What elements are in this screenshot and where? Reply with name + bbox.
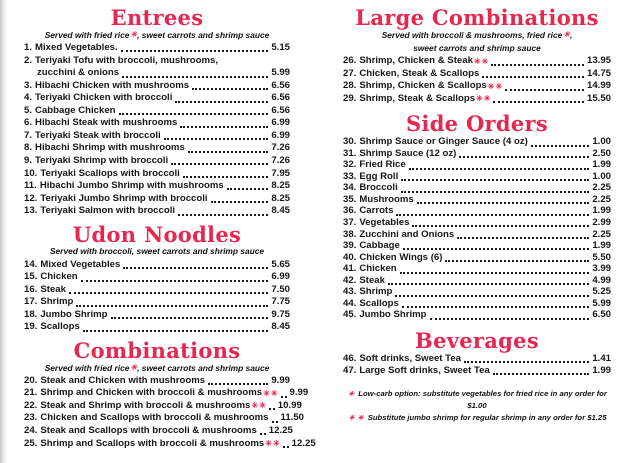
menu-item [24,424,293,436]
item-name: Steak [40,283,66,295]
item-name: Hibachi Steak with mushrooms [35,117,178,129]
star-icon: ✳ [263,388,270,398]
item-price: 6.56 [271,79,290,91]
item-name: Chicken and Scallops with broccoli & mushrooms [40,412,269,424]
item-price: 5.25 [592,286,611,298]
item-number: 20. [24,374,38,386]
menu-item [343,149,611,159]
dot-leader [119,113,269,115]
menu-item [343,354,611,364]
menu-items [343,137,611,321]
item-number: 1. [24,42,33,54]
menu-section-beverages [343,327,611,377]
item-number: 27. [343,67,357,79]
star-icon: ✳ [265,438,272,448]
item-name: Shrimp, Steak & Scallops [359,92,476,104]
item-price: 8.45 [271,321,290,333]
menu-item [24,156,290,166]
dot-leader [493,101,584,103]
menu-item [24,412,304,424]
star-icon: ✳ [487,81,495,91]
item-price: 7.95 [271,167,290,179]
menu-column-right [343,7,611,424]
menu-item [24,81,290,91]
item-number: 44. [343,297,357,309]
item-name: Egg Roll [359,170,399,182]
item-price: 8.25 [271,192,290,204]
star-icon: ✳ [272,438,280,448]
dot-leader [283,446,289,448]
item-number: 45. [343,309,357,321]
star-icon: ✳ [495,81,503,91]
item-number: 8. [24,142,33,154]
star-icon: ✳ [348,413,355,423]
dot-leader [211,201,269,203]
section-subtitle: Served with broccoli, sweet carrots and shrimp sauce [49,246,265,257]
item-name: Chicken Wings (6) [359,251,443,263]
menu-item [24,194,290,204]
item-price: 2.25 [592,193,611,205]
item-name: Cabbage [359,240,400,252]
menu-section-entrees [24,7,290,217]
star-icon: ✳ [483,94,491,104]
menu-item [24,169,290,179]
item-number: 40. [343,251,357,263]
item-number: 3. [24,79,33,91]
dot-leader [123,267,268,269]
menu-section-large-combinations [343,7,611,104]
dot-leader [493,373,590,375]
dot-leader [401,191,590,193]
item-name: Vegetables [359,216,410,228]
dot-leader [188,151,269,153]
item-name: Steak and Shrimp with broccoli & mushrooms [40,399,251,411]
section-subtitle: Served with fried rice✳, sweet carrots and shrimp sauce [44,362,270,373]
item-name: Steak and Scallops with broccoli & mushrooms [40,424,257,436]
section-title-beverages: Beverages [415,327,539,353]
item-price: 7.26 [271,142,290,154]
item-name: Zucchini and Onions [359,228,455,240]
dot-leader [395,295,589,297]
item-price: 4.99 [592,274,611,286]
item-number: 13. [24,205,38,217]
dot-leader [491,64,584,66]
dot-leader [459,156,589,158]
item-price: 1.99 [592,365,611,377]
dot-leader [402,306,590,308]
section-title-side-orders: Side Orders [405,111,549,137]
item-number: 14. [24,258,38,270]
item-price: 1.00 [592,170,611,182]
item-name: Chicken, Steak & Scallops [359,67,480,79]
menu-item [24,376,290,386]
item-name: Shrimp, Chicken & Steak [359,55,473,67]
dot-leader [445,260,589,262]
item-name: Steak [359,274,385,286]
item-price: 5.15 [271,42,290,54]
item-name: Chicken [40,271,78,283]
item-number: 11. [24,180,37,192]
item-number: 15. [24,271,38,283]
menu-item [24,181,290,191]
item-number: 17. [24,296,38,308]
item-number: 42. [343,274,357,286]
item-price: 5.65 [271,258,290,270]
menu-item [343,206,611,216]
star-icon: ✳ [563,29,570,39]
section-subtitle: sweet carrots and shrimp sauce [413,43,541,54]
item-number: 16. [24,283,38,295]
menu-item [343,94,611,104]
dot-leader [400,272,590,274]
item-number: 23. [24,412,38,424]
menu-item [343,172,611,182]
item-name: Shrimp Sauce (12 oz) [359,147,457,159]
dot-leader [430,318,590,320]
item-number: 37. [343,216,357,228]
item-price: 1.99 [592,159,611,171]
dot-leader [409,168,590,170]
item-name: Fried Rice [359,159,406,171]
menu-items [24,374,316,449]
dot-leader [178,214,268,216]
item-price: 6.99 [271,129,290,141]
item-name: Hibachi Shrimp with mushrooms [35,142,185,154]
item-price: 7.75 [271,296,290,308]
dot-leader [269,408,275,410]
item-price: 5.50 [592,251,611,263]
item-name: Carrots [359,205,394,217]
menu-item [24,206,290,216]
item-name: Teriyaki Salmon with broccoli [40,205,176,217]
menu-item [343,183,611,193]
menu-item [24,143,290,153]
item-price: 6.99 [271,271,290,283]
dot-leader [175,101,268,103]
menu-item [24,272,290,282]
section-title-combinations: Combinations [73,337,241,363]
menu-items [24,43,290,216]
star-icon: ✳ [270,388,278,398]
star-icon: ✳ [259,401,266,411]
star-icon: ✳ [357,413,364,423]
item-number: 6. [24,117,33,129]
menu-item [343,137,611,147]
item-number: 10. [24,167,38,179]
item-number: 28. [343,80,357,92]
dot-leader [531,145,590,147]
star-icon: ✳ [348,389,355,399]
item-price: 1.99 [592,240,611,252]
dot-leader [482,76,584,78]
item-number: 26. [343,55,357,67]
footnotes [343,388,611,424]
dot-leader [417,202,590,204]
dot-leader [457,237,589,239]
item-price: 6.56 [271,104,290,116]
dot-leader [121,50,269,52]
item-number: 31. [343,147,357,159]
menu-item [343,241,611,251]
menu-item [343,264,611,274]
menu-item [343,160,611,170]
menu-item [343,69,611,79]
item-price: 2.25 [592,228,611,240]
dot-leader [76,305,268,307]
item-name: Large Soft drinks, Sweet Tea [359,365,490,377]
item-number: 32. [343,159,357,171]
dot-leader [388,283,589,285]
item-name: Teriyaki Scallops with broccoli [40,167,180,179]
item-price: 9.99 [289,387,309,399]
item-number: 35. [343,193,357,205]
menu-section-combinations [24,337,316,449]
menu-item [343,276,611,286]
star-icon: ✳ [251,401,259,411]
item-price: 8.45 [271,205,290,217]
item-name: Steak and Chicken with mushrooms [40,374,206,386]
menu-item [343,81,611,91]
item-price: 6.56 [271,92,290,104]
dot-leader [83,330,269,332]
section-title-entrees: Entrees [110,5,204,30]
item-name: Scallops [40,321,80,333]
dot-leader [227,188,269,190]
item-price: 7.50 [271,283,290,295]
dot-leader [272,421,278,423]
section-subtitle: Served with broccoli & mushrooms, fried rice✳, [381,29,573,40]
item-name: Teriyaki Steak with broccoli [35,129,161,141]
item-price: 10.99 [277,399,302,411]
item-number: 39. [343,240,357,252]
item-price: 2.50 [592,147,611,159]
item-name: Shrimp, Chicken & Scallops [359,80,487,92]
dot-leader [396,214,589,216]
item-number: 46. [343,352,357,364]
dot-leader [180,126,268,128]
menu-section-udon-noodles [24,221,290,333]
item-price: 13.95 [586,55,611,67]
item-price: 2.99 [592,216,611,228]
item-price: 6.99 [271,117,290,129]
item-price: 14.99 [586,80,611,92]
item-name: Jumbo Shrimp [359,309,427,321]
item-number: 34. [343,182,357,194]
dot-leader [111,317,269,319]
item-number: 9. [24,155,33,166]
item-number: 5. [24,104,33,116]
item-name-continued: zucchini & onions [37,67,120,79]
item-number: 33. [343,170,357,182]
item-name: Shrimp [359,286,393,298]
item-name: Hibachi Chicken with mushrooms [35,79,190,91]
item-number: 25. [24,437,38,449]
menu-item [24,285,290,295]
item-number: 38. [343,228,357,240]
item-name: Teriyaki Jumbo Shrimp with broccoli [40,192,208,204]
item-number: 47. [343,365,357,377]
menu-item [343,218,611,228]
dot-leader [69,292,268,294]
item-number: 36. [343,205,357,217]
menu-items [24,260,290,333]
menu-item [343,195,611,205]
menu-item [24,310,290,320]
item-price: 15.50 [586,92,611,104]
menu-items [343,56,611,104]
menu-item-line2 [24,68,290,78]
dot-leader [505,89,584,91]
star-icon: ✳ [481,56,489,66]
item-name: Shrimp [40,296,74,308]
item-name: Mushrooms [359,193,414,205]
menu-item [24,260,290,270]
menu-item [24,297,290,307]
item-name: Broccoli [359,182,398,194]
dot-leader [412,225,589,227]
star-icon: ✳ [476,94,483,104]
menu-item [24,399,302,411]
item-name: Hibachi Jumbo Shrimp with mushrooms [39,180,224,192]
menu-item [24,437,316,449]
menu-item [24,106,290,116]
star-icon: ✳ [473,56,481,66]
dot-leader [281,396,287,398]
item-price: 3.99 [592,263,611,275]
menu-item [24,56,290,66]
dot-leader [164,138,269,140]
menu-items [343,354,611,377]
item-price: 9.75 [271,308,290,320]
item-name: Scallops [359,297,399,309]
menu-item [343,310,611,320]
dot-leader [464,361,589,363]
item-price: 1.41 [592,352,611,364]
menu-item [343,366,611,376]
item-number: 29. [343,92,357,104]
menu-item [24,322,290,332]
item-price: 12.25 [268,424,293,436]
item-name: Shrimp and Chicken with broccoli & mushrooms [40,387,263,399]
item-name: Shrimp and Scallops with broccoli & mushrooms [40,437,265,449]
item-number: 4. [24,92,33,104]
dot-leader [403,248,589,250]
item-number: 7. [24,129,33,141]
footnote: ✳ Low-carb option: substitute vegetables for fried rice in any order for $1.00 [348,389,607,411]
item-price: 14.75 [586,67,611,79]
item-price: 1.99 [592,205,611,217]
menu-item [343,299,611,309]
item-name: Soft drinks, Sweet Tea [359,352,461,364]
item-name: Cabbage Chicken [35,104,116,116]
menu-item [24,131,290,141]
item-number: 12. [24,192,38,204]
item-name: Mixed Vegetables. [35,42,118,54]
star-icon: ✳ [130,29,138,39]
menu-section-side-orders [343,113,611,320]
item-price: 12.25 [291,437,316,449]
menu-item [343,230,611,240]
item-price: 2.25 [592,182,611,194]
item-number: 30. [343,136,357,148]
menu-item [24,387,309,399]
item-number: 19. [24,321,38,333]
item-price: 5.99 [271,67,290,79]
item-price: 5.99 [592,297,611,309]
item-number: 2. [24,54,33,66]
menu-item [343,253,611,263]
page-edge-shadow [0,0,7,463]
dot-leader [192,88,268,90]
item-number: 41. [343,263,357,275]
item-name: Jumbo Shrimp [40,308,108,320]
item-price: 8.25 [271,180,290,192]
item-number: 18. [24,308,38,320]
item-number: 24. [24,424,38,436]
item-price: 11.50 [280,412,304,424]
item-name: Teriyaki Chicken with broccoli [35,92,173,104]
item-name: Mixed Vegetables [40,258,121,270]
item-name: Teriyaki Tofu with broccoli, mushrooms, [35,54,219,66]
item-price: 1.00 [592,136,611,148]
menu-item [24,43,290,53]
menu-item [24,93,290,103]
item-number: 21. [24,387,38,399]
item-price: 9.99 [271,374,290,386]
dot-leader [122,76,268,78]
item-name: Teriyaki Shrimp with broccoli [35,155,169,166]
item-name: Chicken [359,263,397,275]
menu-item [343,56,611,66]
item-price: 7.26 [271,155,290,166]
menu-item [343,287,611,297]
menu-column-left [24,5,316,451]
item-price: 6.50 [592,309,611,321]
dot-leader [183,176,268,178]
star-icon: ✳ [130,362,138,372]
dot-leader [171,163,268,165]
item-number: 43. [343,286,357,298]
dot-leader [260,433,266,435]
menu-item [24,118,290,128]
item-name: Shrimp Sauce or Ginger Sauce (4 oz) [359,136,528,148]
section-title-udon-noodles: Udon Noodles [72,221,242,247]
dot-leader [208,383,268,385]
item-number: 22. [24,399,38,411]
section-title-large-combinations: Large Combinations [355,5,599,30]
section-subtitle: Served with fried rice✳, sweet carrots and shrimp sauce [44,29,270,40]
dot-leader [81,280,269,282]
dot-leader [401,179,589,181]
footnote: ✳ ✳ Substitute jumbo shrimp for regular shrimp in any order for $1.25 [348,413,607,423]
